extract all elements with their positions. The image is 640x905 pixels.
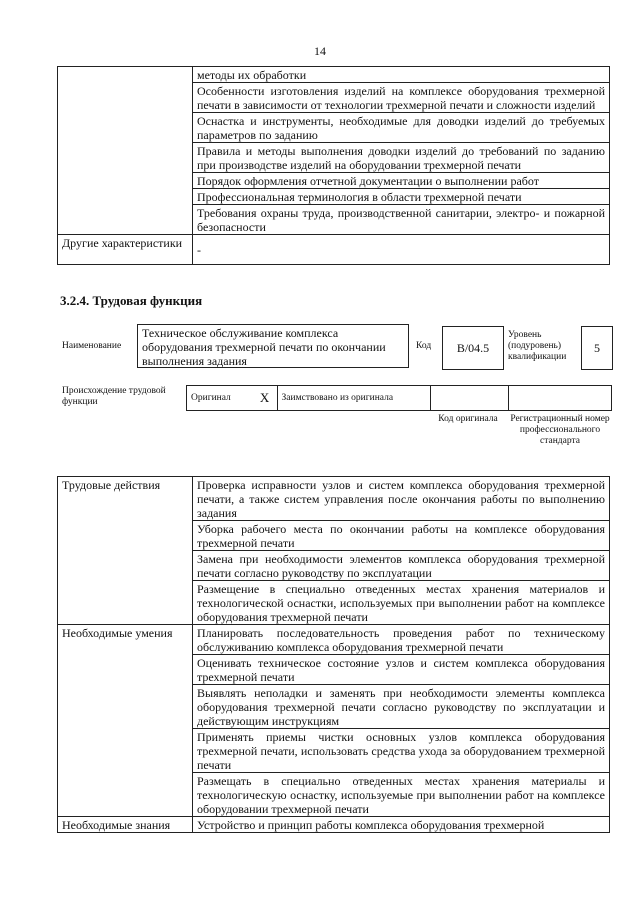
table-cell: Профессиональная терминология в области трехмерной печати [193, 189, 610, 205]
labor-function-table [57, 476, 610, 833]
table-cell: - [193, 235, 610, 265]
table-cell: Требования охраны труда, производственной санитарии, электро- и пожарной безопасности [193, 205, 610, 235]
table-cell: Планировать последовательность проведения работ по техническому обслуживанию комплекса оборудования трехмерной печати [193, 625, 610, 655]
level-label: Уровень (подуровень) квалификации [508, 330, 567, 362]
code-label: Код [416, 341, 432, 351]
row-label-empty [58, 67, 193, 235]
row-label-other: Другие характеристики [58, 235, 193, 265]
origin-label: Происхождение трудовой функции [62, 386, 166, 407]
row-label-skills: Необходимые умения [58, 625, 193, 817]
table-cell: методы их обработки [193, 67, 610, 83]
table-cell: Применять приемы чистки основных узлов комплекса оборудования трехмерной печати, использовать средства ухода за оборудованием трехмерной печати [193, 729, 610, 773]
row-label-knowledge: Необходимые знания [58, 817, 193, 833]
table-cell: Выявлять неполадки и заменять при необходимости элементы комплекса оборудования трехмерной печати согласно руководству по эксплуатации и действующим инструкциям [193, 685, 610, 729]
table-cell: Уборка рабочего места по окончании работы на комплексе оборудования трехмерной печати [193, 521, 610, 551]
continued-knowledge-table [57, 66, 610, 265]
original-mark: X [253, 386, 277, 411]
table-cell: Особенности изготовления изделий на комплексе оборудования трехмерной печати в зависимости от технологии трехмерной печати и сложности изделий [193, 83, 610, 113]
original-code-cell [430, 386, 508, 411]
level-value-box: 5 [581, 326, 613, 370]
table-cell: Правила и методы выполнения доводки изделий до требований по заданию при производстве изделий на оборудовании трехмерной печати [193, 143, 610, 173]
table-cell: Порядок оформления отчетной документации о выполнении работ [193, 173, 610, 189]
original-label: Оригинал [187, 386, 253, 411]
table-cell: Размещение в специально отведенных местах хранения материалов и технологической оснастки, используемых при выполнении работ на комплексе оборудования трехмерной печати [193, 581, 610, 625]
name-label: Наименование [62, 341, 122, 351]
section-heading: 3.2.4. Трудовая функция [60, 293, 203, 308]
table-cell: Размещать в специально отведенных местах хранения материалы и технологическую оснастку, используемые при выполнении работ на комплексе оборудовании трехмерной печати [193, 773, 610, 817]
table-cell: Оценивать техническое состояние узлов и систем комплекса оборудования трехмерной печати [193, 655, 610, 685]
borrowed-label: Заимствовано из оригинала [277, 386, 430, 411]
row-label-actions: Трудовые действия [58, 477, 193, 625]
page-number: 14 [314, 44, 326, 58]
table-cell: Замена при необходимости элементов комплекса оборудования трехмерной печати согласно руководству по эксплуатации [193, 551, 610, 581]
table-cell: Проверка исправности узлов и систем комплекса оборудования трехмерной печати, а также систем управления после окончания работы по выполнению задания [193, 477, 610, 521]
registration-caption: Регистрационный номер профессионального стандарта [510, 414, 610, 446]
table-cell: Устройство и принцип работы комплекса оборудования трехмерной [193, 817, 610, 833]
function-code-box: B/04.5 [442, 326, 504, 370]
function-name-box: Техническое обслуживание комплекса оборудования трехмерной печати по окончании выполнения задания [137, 324, 409, 368]
code-caption: Код оригинала [438, 414, 498, 424]
table-cell: Оснастка и инструменты, необходимые для доводки изделий до требуемых параметров по заданию [193, 113, 610, 143]
origin-table [186, 385, 612, 411]
registration-number-cell [508, 386, 611, 411]
